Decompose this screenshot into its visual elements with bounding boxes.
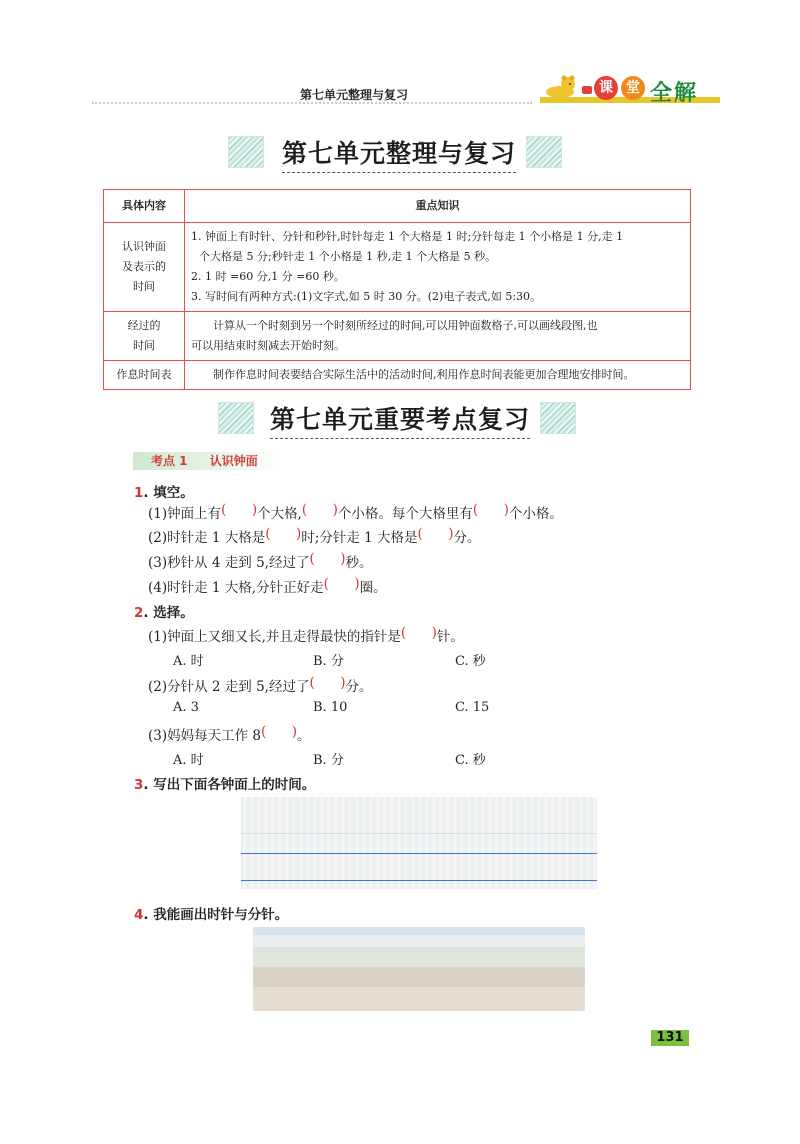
choice-option[interactable]: B. 分 [313,753,344,768]
answer-blank[interactable] [309,677,345,693]
answer-blank[interactable] [309,553,345,569]
table-row [104,361,691,390]
bear-mascot-icon [538,74,598,98]
answer-blank[interactable] [302,504,338,520]
choice-stem: (2)分针从 2 走到 5,经过了( ) 分。 [148,675,372,695]
running-title: 第七单元整理与复习 [300,88,409,102]
table-header-cell: 重点知识 [185,190,691,223]
choice-stem: (1)钟面上又细又长,并且走得最快的指针是( ) 针。 [148,625,464,645]
knowledge-table [103,189,691,390]
question-1-heading: 1. 填空。 [134,485,194,501]
answer-blank[interactable] [473,504,509,520]
choice-option[interactable]: C. 15 [455,700,490,715]
table-topic-cell: 经过的 时间 [104,312,185,361]
answer-blank[interactable] [401,627,437,643]
clock-faces-image [241,797,597,889]
summary-title: 第七单元整理与复习 [282,134,516,173]
answer-blank[interactable] [324,578,360,594]
fill-item: (4)时针走 1 大格,分针正好走( ) 圈。 [148,576,387,596]
fill-item: (2)时针走 1 大格是( ) 时;分针走 1 大格是( ) 分。 [148,526,481,546]
answer-blank[interactable] [265,528,301,544]
table-topic-cell: 作息时间表 [104,361,185,390]
answer-blank[interactable] [221,504,257,520]
answer-blank[interactable] [418,528,454,544]
fill-item: (1)钟面上有( ) 个大格,( ) 个小格。每个大格里有( ) 个小格。 [148,502,563,522]
title-decoration-left [228,136,264,168]
page-number: 131 [651,1030,689,1046]
title-decoration-right [526,136,562,168]
table-row [104,312,691,361]
brand-char-quanjie: 全解 [650,81,699,106]
table-row [104,223,691,312]
choice-option[interactable]: C. 秒 [455,654,486,669]
choice-stem: (3)妈妈每天工作 8( ) 。 [148,724,311,744]
title-decoration-left [218,402,254,434]
choice-option[interactable]: A. 3 [173,700,199,715]
question-4-heading: 4. 我能画出时针与分针。 [134,907,289,923]
choice-option[interactable]: B. 分 [313,654,344,669]
table-content-cell: 计算从一个时刻到另一个时刻所经过的时间,可以用钟面数格子,可以画线段图,也 可以用结束时刻减去开始时刻。 [185,312,691,361]
draw-hands-image [253,927,585,1011]
brand-logo [538,74,598,98]
table-header-cell: 具体内容 [104,190,185,223]
question-2-heading: 2. 选择。 [134,605,194,621]
brand-char-ke: 课 [594,76,618,100]
question-3-heading: 3. 写出下面各钟面上的时间。 [134,777,316,793]
title-decoration-right [540,402,576,434]
choice-option[interactable]: B. 10 [313,700,348,715]
table-topic-cell: 认识钟面 及表示的 时间 [104,223,185,312]
brand-char-tang: 堂 [621,76,645,100]
answer-blank[interactable] [261,726,297,742]
topic-tag: 考点 1 认识钟面 [133,452,283,470]
table-content-cell: 制作作息时间表要结合实际生活中的活动时间,利用作息时间表能更加合理地安排时间。 [185,361,691,390]
table-header-row [104,190,691,223]
header-divider [92,102,532,104]
table-content-cell: 1. 钟面上有时针、分针和秒针,时针每走 1 个大格是 1 时;分针每走 1 个小格是 1 分,走 1 个大格是 5 分;秒针走 1 个小格是 1 秒,走 1 个大格是 5 秒。 2. 1 时 =60 分,1 分 =60 秒。 3. 写时间有两种方式:(1)文字式,如 5 时 30 分。(2)电子表式,如 5:30。 [185,223,691,312]
choice-option[interactable]: A. 时 [173,654,204,669]
choice-option[interactable]: C. 秒 [455,753,486,768]
review-title: 第七单元重要考点复习 [270,400,530,439]
choice-option[interactable]: A. 时 [173,753,204,768]
fill-item: (3)秒针从 4 走到 5,经过了( ) 秒。 [148,551,372,571]
